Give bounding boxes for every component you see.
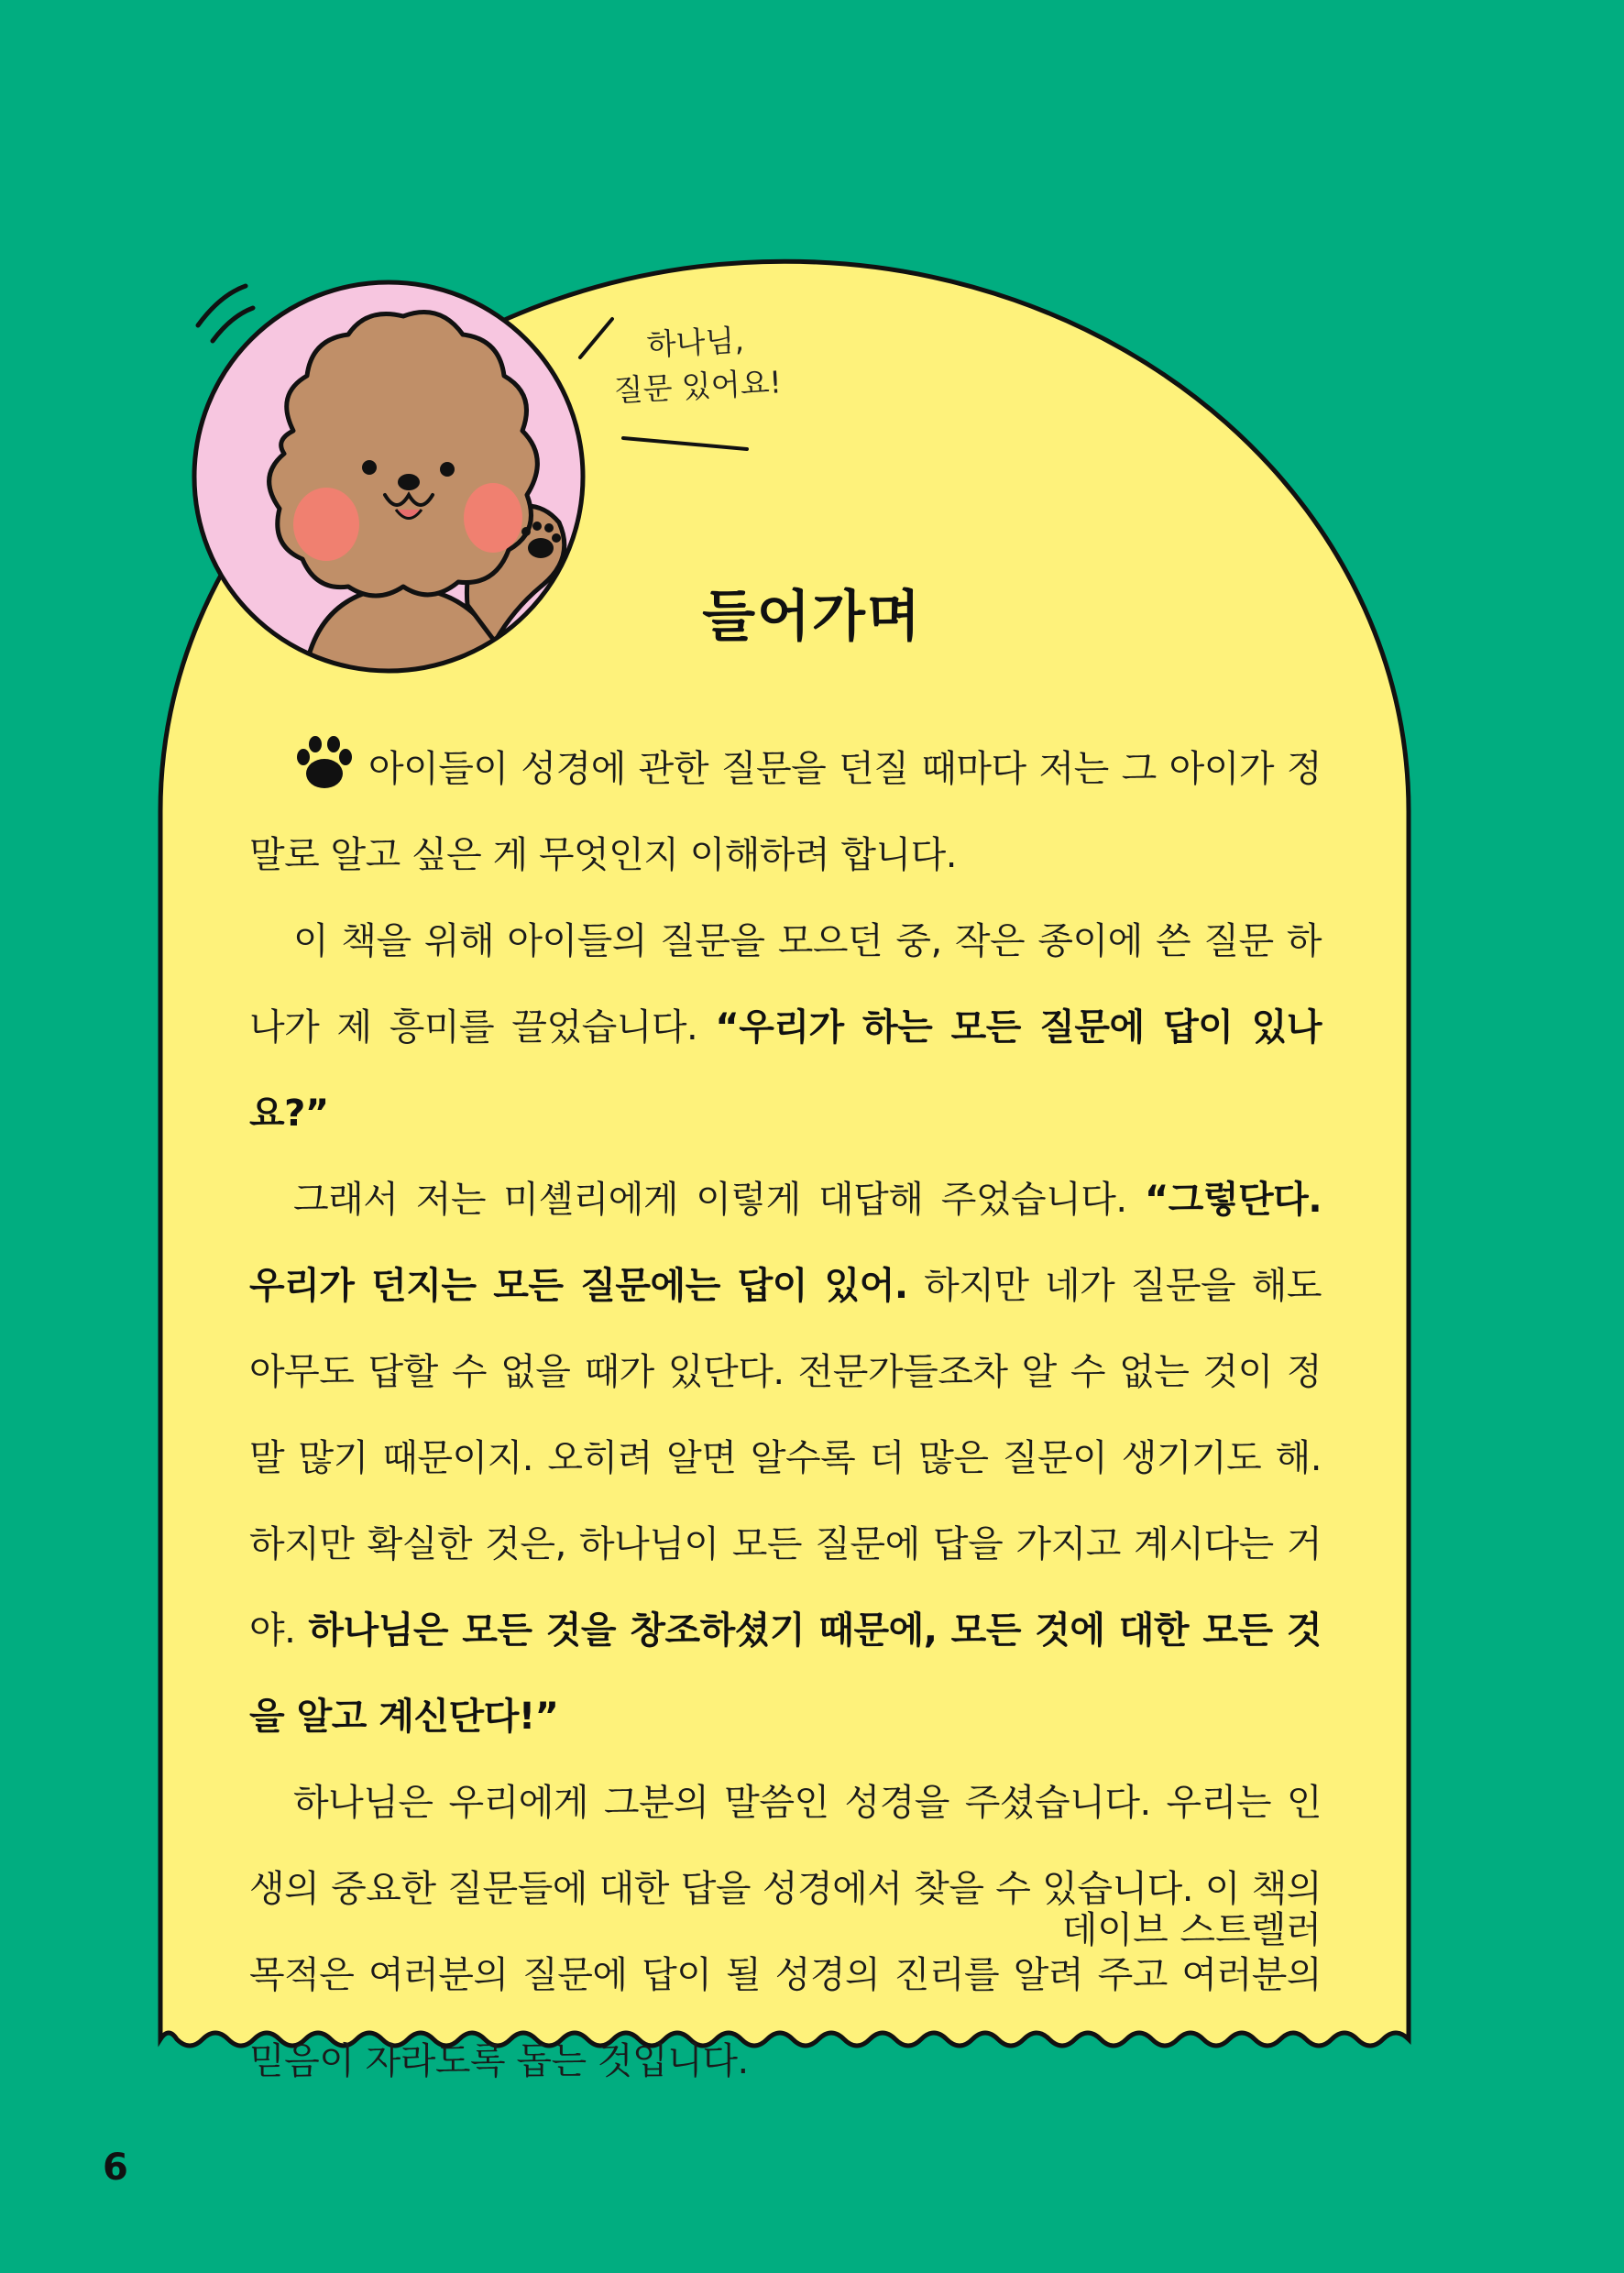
speech-bubble <box>603 316 791 413</box>
page-title: 들어가며 <box>702 585 922 649</box>
paw-icon <box>293 735 356 792</box>
motion-lines-icon <box>198 286 253 341</box>
paragraph-text: 하지만 네가 질문을 해도 아무도 답할 수 없을 때가 있단다. 전문가들조차 알 수 없는 것이 정말 많기 때문이지. 오히려 알면 알수록 더 많은 질문이 생기기도 해. 하지만 확실한 것은, 하나님이 모든 질문에 답을 가지고 계시다는 거야. <box>249 1265 1322 1652</box>
bold-quote: “우리가 하는 모든 질문에 답이 있나요?” <box>249 1006 1322 1135</box>
paragraph <box>249 898 1322 1157</box>
bold-quote: 하나님은 모든 것을 창조하셨기 때문에, 모든 것에 대한 모든 것을 알고 계신단다!” <box>249 1609 1322 1738</box>
body-text <box>249 726 1322 2104</box>
paragraph-text: 아이들이 성경에 관한 질문을 던질 때마다 저는 그 아이가 정말로 알고 싶은 게 무엇인지 이해하려 합니다. <box>249 748 1322 876</box>
speech-line: 하나님, <box>645 322 745 363</box>
paragraph-text: 이 책을 위해 아이들의 질문을 모으던 중, 작은 종이에 쓴 질문 하나가 제 흥미를 끌었습니다. <box>249 920 1322 1049</box>
paragraph <box>249 1157 1322 1760</box>
paragraph <box>249 726 1322 898</box>
author-name: 데이브 스트렐러 <box>1061 1909 1322 1951</box>
paragraph-text: 하나님은 우리에게 그분의 말씀인 성경을 주셨습니다. 우리는 인생의 중요한 질문들에 대한 답을 성경에서 찾을 수 있습니다. 이 책의 목적은 여러분의 질문에 답이 될 성경의 진리를 알려 주고 여러분의 믿음이 자라도록 돕는 것입니다. <box>249 1782 1322 2082</box>
page-number: 6 <box>103 2147 128 2189</box>
bold-quote: “그렇단다. 우리가 던지는 모든 질문에는 답이 있어. <box>249 1179 1322 1307</box>
speech-line: 질문 있어요! <box>612 364 783 409</box>
paragraph-text: 그래서 저는 미셸리에게 이렇게 대답해 주었습니다. <box>293 1179 1127 1221</box>
